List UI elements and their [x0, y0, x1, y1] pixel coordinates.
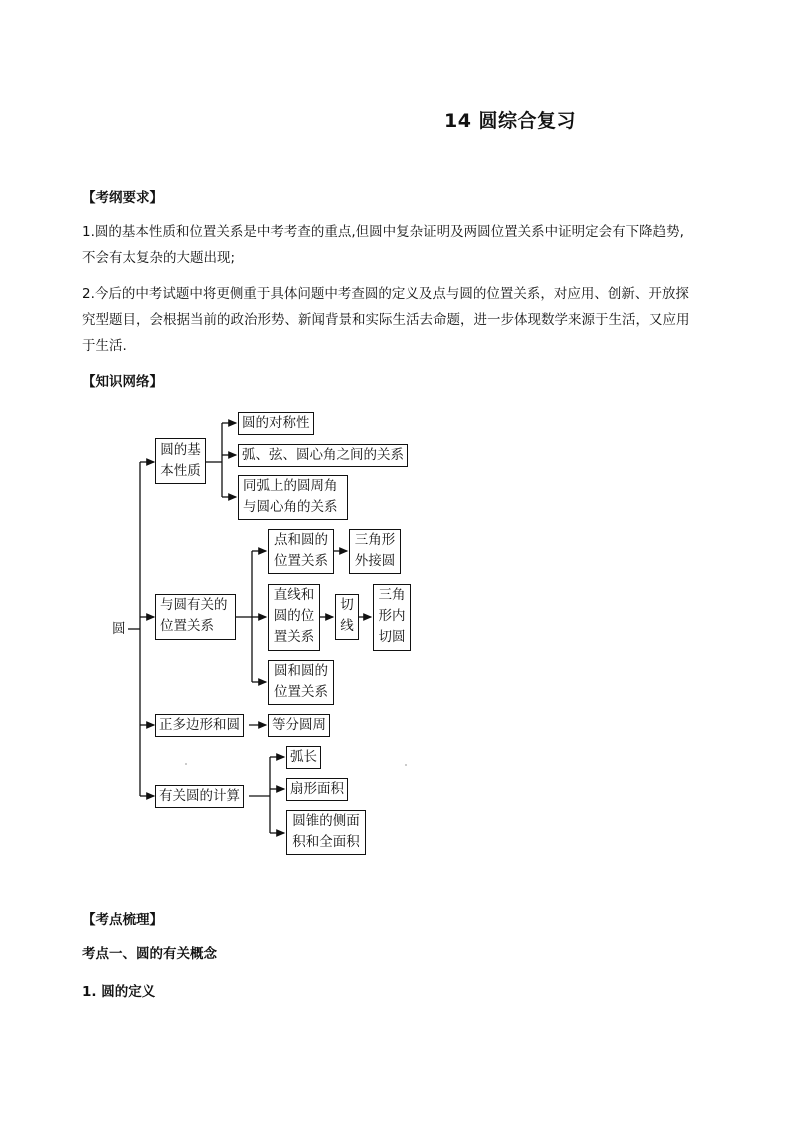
node-incircle-line-2: 形内: [378, 608, 406, 624]
node-line-circle-line-1: 直线和: [273, 587, 315, 603]
node-position-relations: [155, 594, 236, 640]
node-arc-length: 弧长: [286, 746, 321, 769]
requirement-1-line-1: 1.圆的基本性质和位置关系是中考考查的重点,但圆中复杂证明及两圆位置关系中证明定会有下降趋势,: [82, 224, 684, 240]
node-point-circle-line-1: 点和圆的: [274, 532, 328, 548]
network-root: 圆: [112, 621, 126, 637]
node-basic-properties-line-2: 本性质: [160, 463, 201, 479]
node-inscribed-angle-line-2: 与圆心角的关系: [243, 499, 338, 515]
requirement-2-line-1: 2.今后的中考试题中将更侧重于具体问题中考查圆的定义及点与圆的位置关系，对应用、创新、开放探: [82, 286, 689, 302]
key-point-one: 考点一、圆的有关概念: [82, 946, 217, 962]
scan-speck: [405, 764, 407, 766]
node-sector-area: 扇形面积: [286, 778, 348, 801]
node-incircle: [373, 584, 411, 651]
node-position-relations-line-2: 位置关系: [160, 618, 214, 634]
node-cone-area-line-1: 圆锥的侧面: [292, 813, 360, 829]
exam-requirements-heading: 【考纲要求】: [82, 190, 163, 206]
node-incircle-line-3: 切圆: [378, 629, 406, 645]
requirement-2-line-2: 究型题目，会根据当前的政治形势、新闻背景和实际生活去命题，进一步体现数学来源于生活，又应用: [82, 312, 690, 328]
node-basic-properties-line-1: 圆的基: [160, 442, 201, 458]
node-incircle-line-1: 三角: [378, 587, 406, 603]
node-circle-circle-line-1: 圆和圆的: [274, 663, 328, 679]
node-cone-area-line-2: 积和全面积: [292, 834, 360, 850]
node-tangent-line-2: 线: [340, 618, 354, 634]
key-points-heading: 【考点梳理】: [82, 912, 163, 928]
node-line-circle-line-3: 置关系: [273, 629, 315, 645]
node-point-circle: [268, 529, 334, 574]
node-line-circle: [268, 584, 320, 651]
node-tangent: [335, 594, 359, 640]
node-regular-polygons: 正多边形和圆: [155, 714, 244, 737]
node-basic-properties: [155, 438, 206, 484]
circle-definition-heading: 1. 圆的定义: [82, 984, 156, 1000]
node-cone-area: [286, 810, 366, 855]
page-title: 14 圆综合复习: [443, 110, 577, 132]
node-circumcircle-line-2: 外接圆: [354, 553, 396, 569]
node-divide-circumference: 等分圆周: [268, 714, 330, 737]
knowledge-network-heading: 【知识网络】: [82, 374, 163, 390]
node-arc-chord-angle: 弧、弦、圆心角之间的关系: [238, 444, 408, 467]
node-symmetry: 圆的对称性: [238, 412, 314, 435]
node-inscribed-angle-line-1: 同弧上的圆周角: [243, 478, 338, 494]
node-circle-circle-line-2: 位置关系: [274, 684, 328, 700]
node-position-relations-line-1: 与圆有关的: [160, 597, 228, 613]
node-circle-circle: [268, 660, 334, 705]
node-inscribed-angle: [238, 475, 348, 520]
node-point-circle-line-2: 位置关系: [274, 553, 328, 569]
node-circumcircle-line-1: 三角形: [354, 532, 396, 548]
scan-speck: [185, 763, 187, 765]
node-line-circle-line-2: 圆的位: [273, 608, 315, 624]
node-circumcircle: [349, 529, 401, 574]
node-tangent-line-1: 切: [340, 597, 354, 613]
requirement-1-line-2: 不会有太复杂的大题出现;: [82, 250, 236, 266]
node-circle-calculations: 有关圆的计算: [155, 785, 244, 808]
requirement-2-line-3: 于生活.: [82, 338, 127, 354]
